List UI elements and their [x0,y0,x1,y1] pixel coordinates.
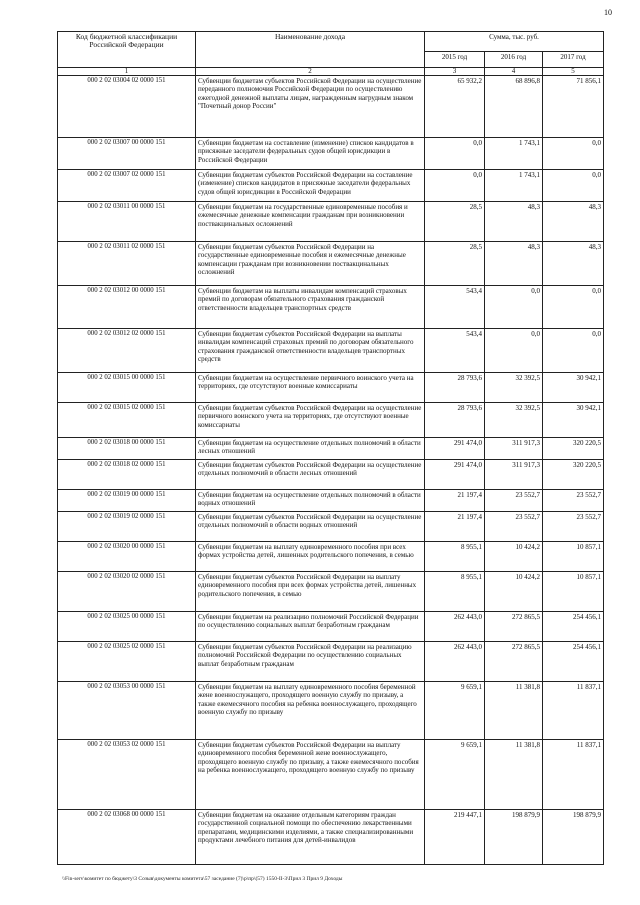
budget-code: 000 2 02 03007 02 0000 151 [58,170,196,202]
value-2016: 0,0 [485,329,543,373]
value-2016: 1 743,1 [485,138,543,170]
budget-code: 000 2 02 03018 02 0000 151 [58,460,196,490]
budget-code: 000 2 02 03068 00 0000 151 [58,810,196,865]
value-2015: 28,5 [425,242,485,286]
revenue-name: Субвенции бюджетам субъектов Российской Федерации на реализацию полномочий Российской Федерации по осуществлению социальных выплат безработным гражданам [196,642,425,682]
value-2016: 11 381,8 [485,682,543,740]
revenue-name: Субвенции бюджетам субъектов Российской Федерации на осуществление первичного воинского учета на территориях, где отсутствуют военные комиссариаты [196,403,425,438]
col-number-2: 2 [196,68,425,76]
value-2015: 219 447,1 [425,810,485,865]
value-2017: 0,0 [543,170,604,202]
value-2015: 9 659,1 [425,682,485,740]
budget-code: 000 2 02 03004 02 0000 151 [58,76,196,138]
value-2015: 543,4 [425,329,485,373]
value-2016: 272 865,5 [485,612,543,642]
budget-code: 000 2 02 03025 00 0000 151 [58,612,196,642]
budget-code: 000 2 02 03020 00 0000 151 [58,542,196,572]
value-2017: 23 552,7 [543,490,604,512]
table-row [58,329,604,373]
value-2017: 10 857,1 [543,572,604,612]
revenue-name: Субвенции бюджетам субъектов Российской Федерации на выплату единовременного пособия при всех формах устройства детей, лишенных родительского попечения, в семью [196,572,425,612]
value-2017: 30 942,1 [543,403,604,438]
table-row [58,373,604,403]
value-2017: 71 856,1 [543,76,604,138]
revenue-name: Субвенции бюджетам субъектов Российской Федерации на выплаты инвалидам компенсаций страховых премий по договорам обязательного страхования гражданской ответственности владельцев транспортных средств [196,329,425,373]
table-row [58,682,604,740]
revenue-name: Субвенции бюджетам на оказание отдельным категориям граждан государственной социальной помощи по обеспечению лекарственными препаратами, медицинскими изделиями, а также специализированными продуктами лечебного питания для детей-инвалидов [196,810,425,865]
budget-code: 000 2 02 03012 00 0000 151 [58,286,196,329]
budget-code: 000 2 02 03007 00 0000 151 [58,138,196,170]
header-sum: Сумма, тыс. руб. [425,32,604,52]
col-number-1: 1 [58,68,196,76]
budget-code: 000 2 02 03053 00 0000 151 [58,682,196,740]
value-2016: 10 424,2 [485,572,543,612]
value-2015: 21 197,4 [425,490,485,512]
value-2016: 311 917,3 [485,460,543,490]
value-2015: 8 955,1 [425,542,485,572]
budget-code: 000 2 02 03019 00 0000 151 [58,490,196,512]
col-number-4: 4 [485,68,543,76]
header-name: Наименование дохода [196,32,425,68]
table-row [58,286,604,329]
value-2017: 48,3 [543,242,604,286]
budget-code: 000 2 02 03015 02 0000 151 [58,403,196,438]
budget-code: 000 2 02 03011 00 0000 151 [58,202,196,242]
table-row [58,403,604,438]
table-row [58,810,604,865]
header-year-2015: 2015 год [425,52,485,68]
value-2017: 0,0 [543,329,604,373]
value-2015: 262 443,0 [425,612,485,642]
value-2016: 23 552,7 [485,512,543,542]
revenue-name: Субвенции бюджетам субъектов Российской Федерации на составление (изменение) списков кандидатов в присяжные заседатели федеральных судов общей юрисдикции в Российской Федерации [196,170,425,202]
revenue-name: Субвенции бюджетам на осуществление первичного воинского учета на территориях, где отсутствуют военные комиссариаты [196,373,425,403]
value-2015: 9 659,1 [425,740,485,810]
revenue-name: Субвенции бюджетам на государственные единовременные пособия и ежемесячные денежные компенсации гражданам при возникновении поствакцинальных осложнений [196,202,425,242]
budget-code: 000 2 02 03012 02 0000 151 [58,329,196,373]
value-2015: 28 793,6 [425,403,485,438]
budget-code: 000 2 02 03018 00 0000 151 [58,438,196,460]
value-2017: 11 837,1 [543,740,604,810]
value-2016: 311 917,3 [485,438,543,460]
value-2017: 23 552,7 [543,512,604,542]
revenue-name: Субвенции бюджетам на осуществление отдельных полномочий в области водных отношений [196,490,425,512]
header-year-2016: 2016 год [485,52,543,68]
value-2016: 23 552,7 [485,490,543,512]
revenue-name: Субвенции бюджетам на реализацию полномочий Российской Федерации по осуществлению социальных выплат безработным гражданам [196,612,425,642]
table-row [58,438,604,460]
revenue-name: Субвенции бюджетам субъектов Российской Федерации на государственные единовременные пособия и ежемесячные денежные компенсации гражданам при возникновении поствакцинальных осложнений [196,242,425,286]
budget-code: 000 2 02 03015 00 0000 151 [58,373,196,403]
table-row [58,170,604,202]
value-2017: 254 456,1 [543,612,604,642]
value-2015: 8 955,1 [425,572,485,612]
value-2016: 198 879,9 [485,810,543,865]
table-row [58,460,604,490]
value-2015: 28,5 [425,202,485,242]
value-2015: 65 932,2 [425,76,485,138]
value-2017: 0,0 [543,286,604,329]
value-2015: 0,0 [425,170,485,202]
table-row [58,202,604,242]
value-2016: 11 381,8 [485,740,543,810]
value-2017: 320 220,5 [543,438,604,460]
table-row [58,642,604,682]
value-2016: 272 865,5 [485,642,543,682]
value-2015: 543,4 [425,286,485,329]
value-2015: 262 443,0 [425,642,485,682]
header-year-2017: 2017 год [543,52,604,68]
value-2017: 11 837,1 [543,682,604,740]
table-row [58,490,604,512]
budget-code: 000 2 02 03019 02 0000 151 [58,512,196,542]
table-row [58,76,604,138]
revenue-name: Субвенции бюджетам на выплаты инвалидам компенсаций страховых премий по договорам обязательного страхования гражданской ответственности владельцев транспортных средств [196,286,425,329]
value-2015: 28 793,6 [425,373,485,403]
table-row [58,242,604,286]
value-2017: 48,3 [543,202,604,242]
value-2017: 320 220,5 [543,460,604,490]
table-row [58,512,604,542]
revenue-name: Субвенции бюджетам на составление (изменение) списков кандидатов в присяжные заседатели федеральных судов общей юрисдикции в Российской Федерации [196,138,425,170]
value-2017: 254 456,1 [543,642,604,682]
value-2017: 198 879,9 [543,810,604,865]
revenue-name: Субвенции бюджетам субъектов Российской Федерации на осуществление отдельных полномочий в области лесных отношений [196,460,425,490]
budget-code: 000 2 02 03020 02 0000 151 [58,572,196,612]
budget-code: 000 2 02 03011 02 0000 151 [58,242,196,286]
value-2016: 0,0 [485,286,543,329]
value-2016: 48,3 [485,242,543,286]
file-path-footer: \\Fin-serv\комитет по бюджету\3 Созыв\документы комитета\57 заседание (7)\р\пр\(57) 1550-II-3\Прил 3 Прил 9 Доходы [62,876,343,882]
value-2016: 32 392,5 [485,373,543,403]
value-2017: 10 857,1 [543,542,604,572]
table-row [58,572,604,612]
revenue-name: Субвенции бюджетам субъектов Российской Федерации на осуществление отдельных полномочий в области водных отношений [196,512,425,542]
table-row [58,740,604,810]
value-2016: 1 743,1 [485,170,543,202]
budget-code: 000 2 02 03053 02 0000 151 [58,740,196,810]
value-2016: 48,3 [485,202,543,242]
budget-code: 000 2 02 03025 02 0000 151 [58,642,196,682]
revenue-name: Субвенции бюджетам субъектов Российской Федерации на выплату единовременного пособия беременной жене военнослужащего, проходящего военную службу по призыву, а также ежемесячного пособия на ребенка военнослужащего, проходящего военную службу по призыву [196,740,425,810]
revenue-name: Субвенции бюджетам на выплату единовременного пособия беременной жене военнослужащего, проходящего военную службу по призыву, а также ежемесячного пособия на ребенка военнослужащего, проходящего военную службу по призыву [196,682,425,740]
value-2016: 32 392,5 [485,403,543,438]
revenue-name: Субвенции бюджетам на выплату единовременного пособия при всех формах устройства детей, лишенных родительского попечения, в семью [196,542,425,572]
table-row [58,542,604,572]
value-2015: 291 474,0 [425,438,485,460]
col-number-5: 5 [543,68,604,76]
value-2016: 68 896,8 [485,76,543,138]
value-2015: 0,0 [425,138,485,170]
value-2016: 10 424,2 [485,542,543,572]
table-row [58,612,604,642]
page-number: 10 [604,8,612,17]
value-2017: 30 942,1 [543,373,604,403]
revenue-name: Субвенции бюджетам на осуществление отдельных полномочий в области лесных отношений [196,438,425,460]
header-code: Код бюджетной классификации Российской Федерации [58,32,196,68]
value-2015: 21 197,4 [425,512,485,542]
revenue-name: Субвенции бюджетам субъектов Российской Федерации на осуществление переданного полномочия Российской Федерации по осуществлению ежегодной денежной выплаты лицам, награжденным нагрудным знаком "Почетный донор России" [196,76,425,138]
table-row [58,138,604,170]
revenue-table [57,31,604,865]
value-2017: 0,0 [543,138,604,170]
col-number-3: 3 [425,68,485,76]
value-2015: 291 474,0 [425,460,485,490]
